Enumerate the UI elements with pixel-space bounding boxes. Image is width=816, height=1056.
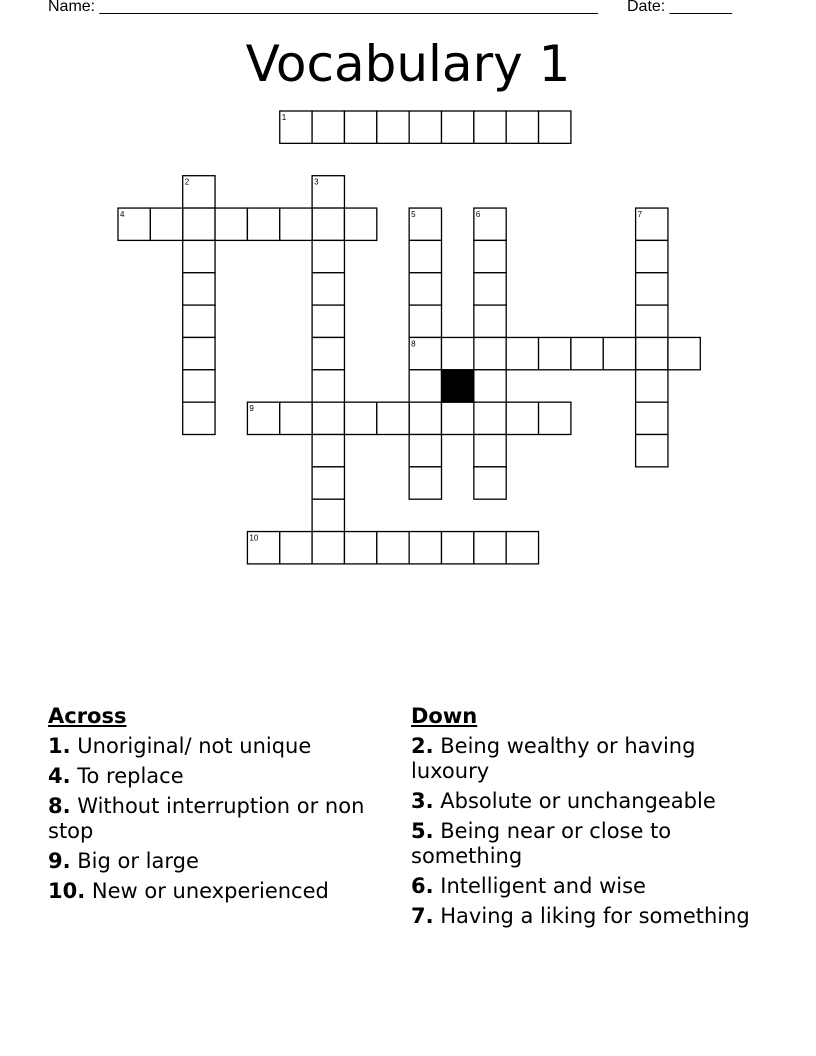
crossword-cell[interactable]	[409, 305, 441, 337]
down-clue-7	[411, 904, 751, 929]
clue-number: 7.	[411, 904, 434, 928]
crossword-cell[interactable]	[312, 402, 344, 434]
crossword-cell[interactable]	[636, 337, 668, 369]
crossword-cell[interactable]	[474, 402, 506, 434]
crossword-cell[interactable]	[409, 337, 441, 369]
clue-text: Unoriginal/ not unique	[70, 734, 312, 758]
clue-number: 3.	[411, 789, 434, 813]
crossword-cell[interactable]	[636, 435, 668, 467]
crossword-cell[interactable]	[603, 337, 635, 369]
crossword-cell[interactable]	[474, 370, 506, 402]
clue-text: Absolute or unchangeable	[433, 789, 716, 813]
clue-text: Being wealthy or having luxoury	[411, 734, 696, 783]
crossword-cell[interactable]	[636, 273, 668, 305]
crossword-cell[interactable]	[183, 208, 215, 240]
crossword-cell[interactable]	[474, 467, 506, 499]
clue-number: 4.	[48, 764, 71, 788]
crossword-cell[interactable]	[312, 532, 344, 564]
cell-number-5: 5	[411, 210, 416, 220]
across-clue-9	[48, 849, 378, 874]
cell-number-4: 4	[120, 210, 125, 220]
crossword-cell[interactable]	[409, 402, 441, 434]
across-clues	[48, 704, 378, 909]
cell-number-10: 10	[249, 533, 259, 543]
crossword-cell[interactable]	[506, 532, 538, 564]
crossword-cell[interactable]	[409, 532, 441, 564]
crossword-cell[interactable]	[409, 467, 441, 499]
crossword-cell[interactable]	[247, 532, 279, 564]
crossword-cell[interactable]	[183, 402, 215, 434]
crossword-cell[interactable]	[312, 305, 344, 337]
crossword-cell[interactable]	[539, 337, 571, 369]
down-clues	[411, 704, 751, 934]
crossword-cell[interactable]	[183, 370, 215, 402]
crossword-cell[interactable]	[442, 111, 474, 143]
down-clue-list	[411, 734, 751, 929]
crossword-cell[interactable]	[636, 305, 668, 337]
crossword-cell[interactable]	[409, 273, 441, 305]
cell-number-2: 2	[184, 177, 190, 187]
down-clue-6	[411, 874, 751, 899]
across-clue-1	[48, 734, 378, 759]
crossword-cell[interactable]	[409, 240, 441, 272]
date-field-label: Date: _______	[627, 0, 732, 15]
crossword-cell[interactable]	[474, 305, 506, 337]
down-clue-5	[411, 819, 751, 869]
crossword-cell[interactable]	[377, 111, 409, 143]
crossword-cell[interactable]	[183, 305, 215, 337]
crossword-cell[interactable]	[344, 111, 376, 143]
crossword-cell[interactable]	[215, 208, 247, 240]
crossword-cell[interactable]	[344, 208, 376, 240]
crossword-cell[interactable]	[571, 337, 603, 369]
clue-number: 6.	[411, 874, 434, 898]
cell-number-8: 8	[411, 339, 416, 349]
crossword-cell[interactable]	[539, 111, 571, 143]
clue-number: 9.	[48, 849, 71, 873]
crossword-cell[interactable]	[247, 208, 279, 240]
across-clue-list	[48, 734, 378, 904]
crossword-cell[interactable]	[506, 402, 538, 434]
crossword-cell[interactable]	[506, 111, 538, 143]
crossword-cell[interactable]	[344, 402, 376, 434]
crossword-cell[interactable]	[377, 402, 409, 434]
crossword-cell[interactable]	[636, 208, 668, 240]
clue-number: 5.	[411, 819, 434, 843]
cell-number-9: 9	[249, 404, 254, 414]
blocked-cell	[442, 370, 474, 402]
crossword-cell[interactable]	[312, 435, 344, 467]
crossword-cell[interactable]	[409, 435, 441, 467]
crossword-cell[interactable]	[312, 240, 344, 272]
clue-text: Intelligent and wise	[433, 874, 646, 898]
cell-number-7: 7	[637, 210, 643, 220]
cell-number-1: 1	[281, 113, 287, 122]
crossword-cell[interactable]	[636, 370, 668, 402]
name-field-label: Name: ________________________________________________________	[48, 0, 598, 15]
clue-number: 10.	[48, 879, 86, 903]
crossword-cell[interactable]	[474, 273, 506, 305]
clue-number: 8.	[48, 794, 71, 818]
clue-number: 1.	[48, 734, 71, 758]
crossword-cell[interactable]	[312, 208, 344, 240]
crossword-cell[interactable]	[280, 532, 312, 564]
across-clue-10	[48, 879, 378, 904]
crossword-cell[interactable]	[312, 467, 344, 499]
across-clue-4	[48, 764, 378, 789]
clue-text: Big or large	[70, 849, 199, 873]
crossword-cell[interactable]	[636, 240, 668, 272]
page-title: Vocabulary 1	[245, 35, 571, 93]
down-heading: Down	[411, 704, 478, 728]
crossword-cell[interactable]	[442, 402, 474, 434]
crossword-cell[interactable]	[474, 532, 506, 564]
crossword-cell[interactable]	[183, 273, 215, 305]
down-clue-3	[411, 789, 751, 814]
crossword-cell[interactable]	[539, 402, 571, 434]
crossword-cell[interactable]	[183, 337, 215, 369]
crossword-cell[interactable]	[344, 532, 376, 564]
crossword-cell[interactable]	[312, 176, 344, 208]
crossword-cell[interactable]	[377, 532, 409, 564]
crossword-cell[interactable]	[280, 208, 312, 240]
across-clue-8	[48, 794, 378, 844]
clue-number: 2.	[411, 734, 434, 758]
crossword-cell[interactable]	[312, 273, 344, 305]
crossword-cell[interactable]	[442, 532, 474, 564]
clue-text: To replace	[70, 764, 184, 788]
crossword-cell[interactable]	[409, 208, 441, 240]
crossword-cell[interactable]	[183, 240, 215, 272]
crossword-cell[interactable]	[280, 111, 312, 143]
crossword-cell[interactable]	[474, 208, 506, 240]
crossword-cell[interactable]	[636, 402, 668, 434]
crossword-cell[interactable]	[150, 208, 182, 240]
crossword-cell[interactable]	[506, 337, 538, 369]
clue-text: New or unexperienced	[85, 879, 329, 903]
crossword-cell[interactable]	[280, 402, 312, 434]
crossword-cell[interactable]	[409, 111, 441, 143]
crossword-cell[interactable]	[312, 499, 344, 531]
crossword-cell[interactable]	[312, 337, 344, 369]
crossword-cell[interactable]	[442, 337, 474, 369]
crossword-cell[interactable]	[474, 337, 506, 369]
crossword-cell[interactable]	[312, 370, 344, 402]
crossword-cell[interactable]	[668, 337, 700, 369]
down-clue-2	[411, 734, 751, 784]
clue-text: Having a liking for something	[433, 904, 750, 928]
across-heading: Across	[48, 704, 127, 728]
crossword-cell[interactable]	[474, 111, 506, 143]
crossword-cell[interactable]	[183, 176, 215, 208]
clue-text: Being near or close to something	[411, 819, 672, 868]
crossword-cell[interactable]	[474, 240, 506, 272]
crossword-cell[interactable]	[409, 370, 441, 402]
cell-number-3: 3	[314, 177, 319, 187]
crossword-cell[interactable]	[247, 402, 279, 434]
cell-number-6: 6	[475, 210, 481, 220]
crossword-cell[interactable]	[312, 111, 344, 143]
crossword-cell[interactable]	[118, 208, 150, 240]
crossword-cell[interactable]	[474, 435, 506, 467]
clue-text: Without interruption or non stop	[48, 794, 365, 843]
